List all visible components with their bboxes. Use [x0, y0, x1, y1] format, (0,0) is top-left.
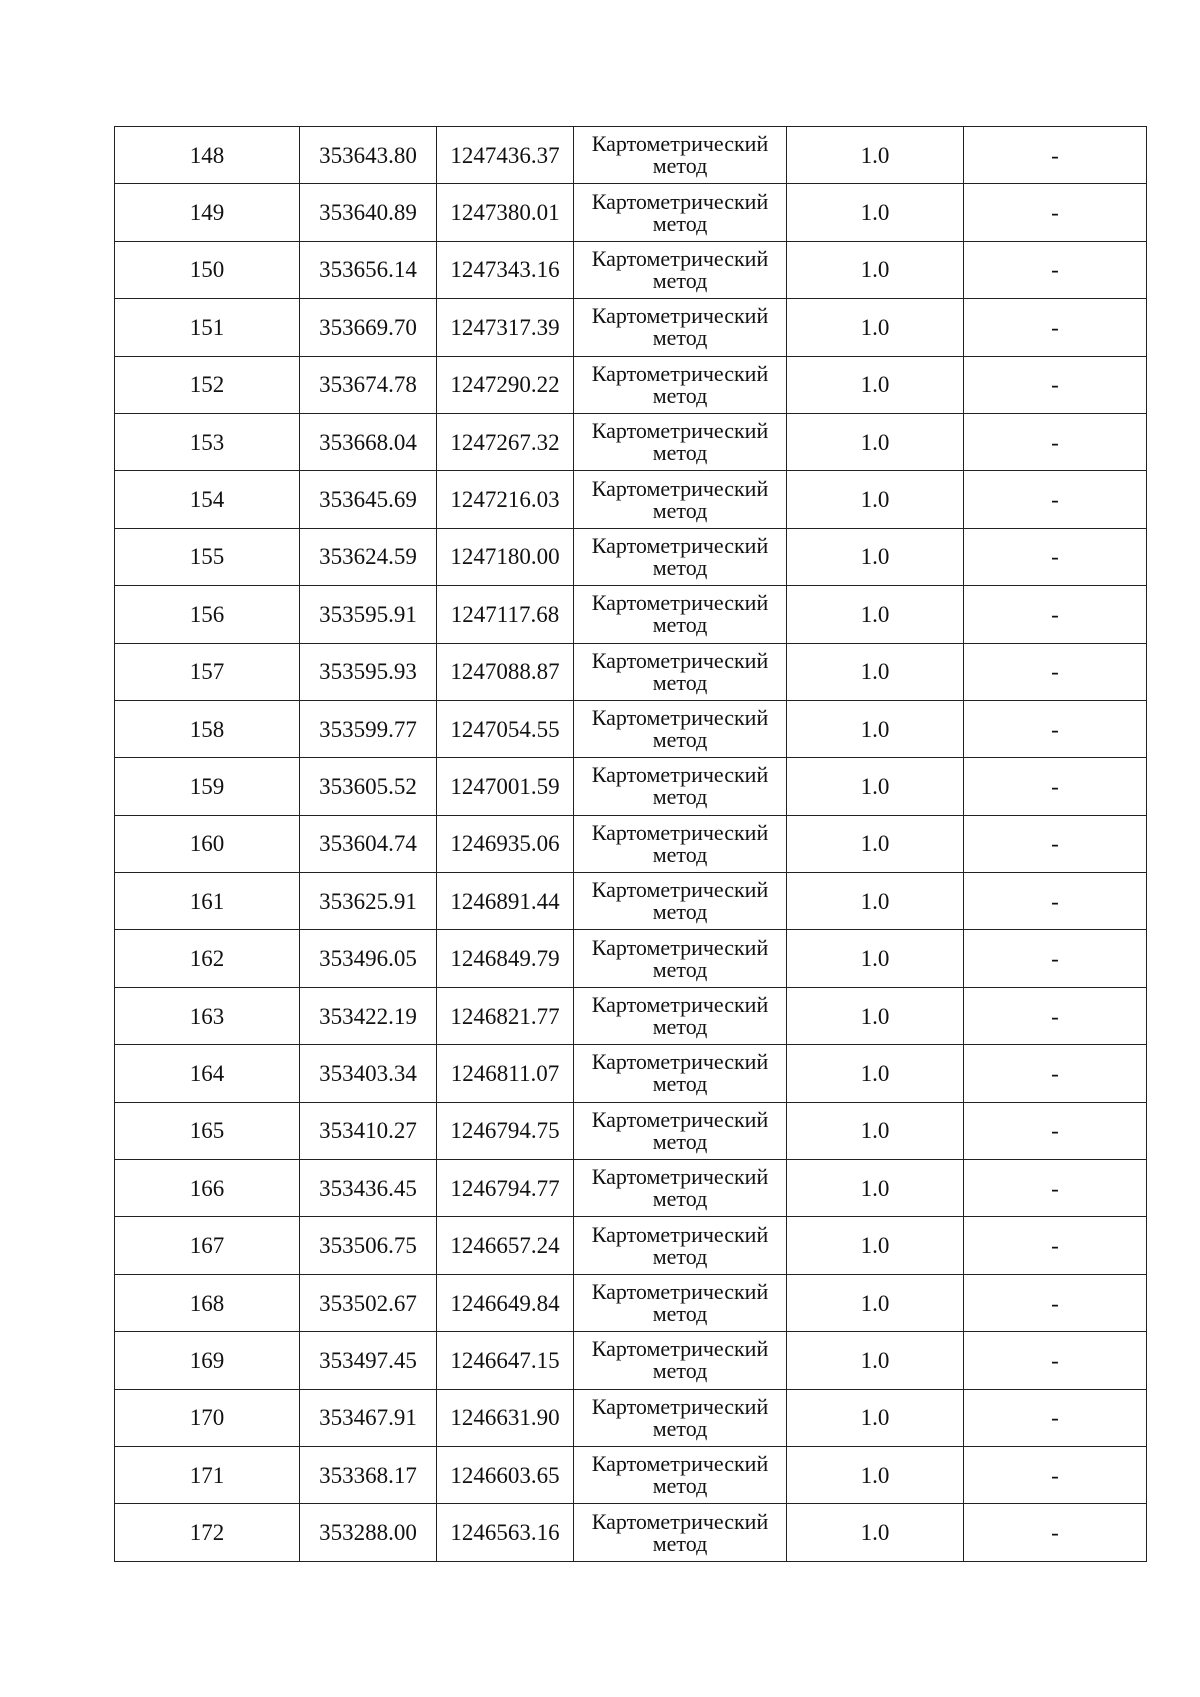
- method-line-1: Картометрический: [591, 360, 769, 386]
- method-cell: [574, 1332, 787, 1389]
- point-number-cell: 159: [115, 758, 300, 815]
- point-number-cell: 172: [115, 1504, 300, 1561]
- method-line-1: Картометрический: [591, 1049, 769, 1075]
- table-row: [115, 1160, 1147, 1217]
- y-coordinate-cell: 1246811.07: [437, 1045, 574, 1102]
- accuracy-cell: 1.0: [787, 873, 964, 930]
- method-line-1: Картометрический: [591, 1221, 769, 1247]
- x-coordinate-cell: 353605.52: [300, 758, 437, 815]
- method-line-1: Картометрический: [591, 1336, 769, 1362]
- method-line-2: метод: [652, 1473, 708, 1499]
- point-number-cell: 153: [115, 413, 300, 470]
- point-number-cell: 161: [115, 873, 300, 930]
- point-number-cell: 152: [115, 356, 300, 413]
- note-cell: -: [964, 930, 1147, 987]
- point-number-cell: 168: [115, 1274, 300, 1331]
- accuracy-cell: 1.0: [787, 413, 964, 470]
- method-line-1: Картометрический: [591, 992, 769, 1018]
- method-line-1: Картометрический: [591, 245, 769, 271]
- x-coordinate-cell: 353599.77: [300, 700, 437, 757]
- point-number-cell: 154: [115, 471, 300, 528]
- x-coordinate-cell: 353368.17: [300, 1446, 437, 1503]
- table-row: [115, 528, 1147, 585]
- y-coordinate-cell: 1247436.37: [437, 127, 574, 184]
- method-cell: [574, 873, 787, 930]
- x-coordinate-cell: 353410.27: [300, 1102, 437, 1159]
- table-row: [115, 1045, 1147, 1102]
- y-coordinate-cell: 1247380.01: [437, 184, 574, 241]
- y-coordinate-cell: 1247088.87: [437, 643, 574, 700]
- method-cell: [574, 815, 787, 872]
- method-line-1: Картометрический: [591, 1393, 769, 1419]
- x-coordinate-cell: 353640.89: [300, 184, 437, 241]
- x-coordinate-cell: 353674.78: [300, 356, 437, 413]
- table-row: [115, 184, 1147, 241]
- note-cell: -: [964, 127, 1147, 184]
- method-line-2: метод: [652, 899, 708, 925]
- method-line-1: Картометрический: [591, 762, 769, 788]
- x-coordinate-cell: 353436.45: [300, 1160, 437, 1217]
- accuracy-cell: 1.0: [787, 1274, 964, 1331]
- point-number-cell: 155: [115, 528, 300, 585]
- method-line-2: метод: [652, 727, 708, 753]
- x-coordinate-cell: 353496.05: [300, 930, 437, 987]
- note-cell: -: [964, 987, 1147, 1044]
- y-coordinate-cell: 1246603.65: [437, 1446, 574, 1503]
- method-line-2: метод: [652, 1186, 708, 1212]
- table-row: [115, 413, 1147, 470]
- table-row: [115, 356, 1147, 413]
- method-line-2: метод: [652, 382, 708, 408]
- note-cell: -: [964, 299, 1147, 356]
- note-cell: -: [964, 758, 1147, 815]
- table-row: [115, 873, 1147, 930]
- table-row: [115, 471, 1147, 528]
- point-number-cell: 167: [115, 1217, 300, 1274]
- accuracy-cell: 1.0: [787, 1160, 964, 1217]
- method-cell: [574, 356, 787, 413]
- point-number-cell: 171: [115, 1446, 300, 1503]
- method-cell: [574, 1274, 787, 1331]
- accuracy-cell: 1.0: [787, 1102, 964, 1159]
- table-row: [115, 643, 1147, 700]
- x-coordinate-cell: 353467.91: [300, 1389, 437, 1446]
- method-cell: [574, 1217, 787, 1274]
- x-coordinate-cell: 353625.91: [300, 873, 437, 930]
- accuracy-cell: 1.0: [787, 1045, 964, 1102]
- method-line-2: метод: [652, 210, 708, 236]
- note-cell: -: [964, 184, 1147, 241]
- accuracy-cell: 1.0: [787, 184, 964, 241]
- table-row: [115, 1217, 1147, 1274]
- y-coordinate-cell: 1246794.77: [437, 1160, 574, 1217]
- point-number-cell: 150: [115, 241, 300, 298]
- method-line-2: метод: [652, 1014, 708, 1040]
- y-coordinate-cell: 1246794.75: [437, 1102, 574, 1159]
- y-coordinate-cell: 1246849.79: [437, 930, 574, 987]
- method-line-2: метод: [652, 841, 708, 867]
- method-line-2: метод: [652, 325, 708, 351]
- x-coordinate-cell: 353497.45: [300, 1332, 437, 1389]
- point-number-cell: 160: [115, 815, 300, 872]
- accuracy-cell: 1.0: [787, 1446, 964, 1503]
- method-cell: [574, 700, 787, 757]
- accuracy-cell: 1.0: [787, 127, 964, 184]
- accuracy-cell: 1.0: [787, 987, 964, 1044]
- method-line-2: метод: [652, 1358, 708, 1384]
- table-row: [115, 987, 1147, 1044]
- point-number-cell: 156: [115, 586, 300, 643]
- x-coordinate-cell: 353288.00: [300, 1504, 437, 1561]
- accuracy-cell: 1.0: [787, 815, 964, 872]
- y-coordinate-cell: 1246891.44: [437, 873, 574, 930]
- accuracy-cell: 1.0: [787, 528, 964, 585]
- table-row: [115, 1102, 1147, 1159]
- accuracy-cell: 1.0: [787, 1217, 964, 1274]
- x-coordinate-cell: 353422.19: [300, 987, 437, 1044]
- y-coordinate-cell: 1246821.77: [437, 987, 574, 1044]
- table-row: [115, 127, 1147, 184]
- method-line-2: метод: [652, 1128, 708, 1154]
- note-cell: -: [964, 471, 1147, 528]
- y-coordinate-cell: 1246563.16: [437, 1504, 574, 1561]
- method-line-2: метод: [652, 1415, 708, 1441]
- method-line-1: Картометрический: [591, 1508, 769, 1534]
- coordinates-table-wrapper: [114, 126, 1146, 1562]
- accuracy-cell: 1.0: [787, 758, 964, 815]
- method-cell: [574, 413, 787, 470]
- note-cell: -: [964, 1389, 1147, 1446]
- accuracy-cell: 1.0: [787, 643, 964, 700]
- method-line-2: метод: [652, 669, 708, 695]
- note-cell: -: [964, 586, 1147, 643]
- note-cell: -: [964, 528, 1147, 585]
- x-coordinate-cell: 353669.70: [300, 299, 437, 356]
- y-coordinate-cell: 1247343.16: [437, 241, 574, 298]
- method-line-2: метод: [652, 784, 708, 810]
- note-cell: -: [964, 241, 1147, 298]
- method-line-2: метод: [652, 267, 708, 293]
- y-coordinate-cell: 1247180.00: [437, 528, 574, 585]
- method-cell: [574, 930, 787, 987]
- y-coordinate-cell: 1247267.32: [437, 413, 574, 470]
- table-row: [115, 241, 1147, 298]
- method-line-2: метод: [652, 1301, 708, 1326]
- table-row: [115, 299, 1147, 356]
- y-coordinate-cell: 1246935.06: [437, 815, 574, 872]
- point-number-cell: 149: [115, 184, 300, 241]
- table-row: [115, 1389, 1147, 1446]
- method-line-2: метод: [652, 956, 708, 982]
- table-row: [115, 1504, 1147, 1561]
- accuracy-cell: 1.0: [787, 1332, 964, 1389]
- note-cell: -: [964, 1045, 1147, 1102]
- table-body: [115, 127, 1147, 1562]
- y-coordinate-cell: 1247317.39: [437, 299, 574, 356]
- method-cell: [574, 184, 787, 241]
- method-cell: [574, 1446, 787, 1503]
- method-line-2: метод: [652, 1530, 708, 1556]
- method-cell: [574, 241, 787, 298]
- point-number-cell: 162: [115, 930, 300, 987]
- y-coordinate-cell: 1247216.03: [437, 471, 574, 528]
- accuracy-cell: 1.0: [787, 471, 964, 528]
- point-number-cell: 163: [115, 987, 300, 1044]
- method-line-1: Картометрический: [591, 647, 769, 673]
- note-cell: -: [964, 1217, 1147, 1274]
- note-cell: -: [964, 356, 1147, 413]
- note-cell: -: [964, 815, 1147, 872]
- table-row: [115, 700, 1147, 757]
- x-coordinate-cell: 353403.34: [300, 1045, 437, 1102]
- x-coordinate-cell: 353624.59: [300, 528, 437, 585]
- point-number-cell: 166: [115, 1160, 300, 1217]
- method-line-2: метод: [652, 1243, 708, 1269]
- method-cell: [574, 987, 787, 1044]
- method-line-1: Картометрический: [591, 590, 769, 616]
- table-row: [115, 815, 1147, 872]
- method-line-1: Картометрический: [591, 1106, 769, 1132]
- method-cell: [574, 1045, 787, 1102]
- x-coordinate-cell: 353645.69: [300, 471, 437, 528]
- accuracy-cell: 1.0: [787, 1504, 964, 1561]
- note-cell: -: [964, 1332, 1147, 1389]
- point-number-cell: 165: [115, 1102, 300, 1159]
- table-row: [115, 1446, 1147, 1503]
- method-cell: [574, 528, 787, 585]
- method-line-1: Картометрический: [591, 303, 769, 329]
- method-line-2: метод: [652, 612, 708, 638]
- y-coordinate-cell: 1246657.24: [437, 1217, 574, 1274]
- x-coordinate-cell: 353643.80: [300, 127, 437, 184]
- x-coordinate-cell: 353502.67: [300, 1274, 437, 1331]
- note-cell: -: [964, 873, 1147, 930]
- method-line-1: Картометрический: [591, 188, 769, 214]
- point-number-cell: 148: [115, 127, 300, 184]
- method-line-2: метод: [652, 1071, 708, 1097]
- table-row: [115, 758, 1147, 815]
- method-cell: [574, 471, 787, 528]
- method-cell: [574, 1102, 787, 1159]
- accuracy-cell: 1.0: [787, 356, 964, 413]
- coordinates-table: [114, 126, 1147, 1562]
- method-line-1: Картометрический: [591, 1164, 769, 1190]
- x-coordinate-cell: 353604.74: [300, 815, 437, 872]
- method-line-1: Картометрический: [591, 705, 769, 731]
- x-coordinate-cell: 353656.14: [300, 241, 437, 298]
- accuracy-cell: 1.0: [787, 930, 964, 987]
- note-cell: -: [964, 1274, 1147, 1331]
- method-cell: [574, 1389, 787, 1446]
- note-cell: -: [964, 643, 1147, 700]
- method-cell: [574, 758, 787, 815]
- y-coordinate-cell: 1247001.59: [437, 758, 574, 815]
- point-number-cell: 158: [115, 700, 300, 757]
- point-number-cell: 151: [115, 299, 300, 356]
- x-coordinate-cell: 353668.04: [300, 413, 437, 470]
- y-coordinate-cell: 1246649.84: [437, 1274, 574, 1331]
- y-coordinate-cell: 1246647.15: [437, 1332, 574, 1389]
- note-cell: -: [964, 1504, 1147, 1561]
- table-row: [115, 930, 1147, 987]
- method-line-1: Картометрический: [591, 418, 769, 444]
- method-cell: [574, 586, 787, 643]
- point-number-cell: 164: [115, 1045, 300, 1102]
- method-line-1: Картометрический: [591, 934, 769, 960]
- method-line-1: Картометрический: [591, 532, 769, 558]
- method-line-1: Картометрический: [591, 475, 769, 501]
- note-cell: -: [964, 1160, 1147, 1217]
- accuracy-cell: 1.0: [787, 586, 964, 643]
- y-coordinate-cell: 1246631.90: [437, 1389, 574, 1446]
- x-coordinate-cell: 353595.93: [300, 643, 437, 700]
- method-line-1: Картометрический: [591, 1279, 769, 1304]
- method-line-1: Картометрический: [591, 1451, 769, 1477]
- method-cell: [574, 1160, 787, 1217]
- point-number-cell: 170: [115, 1389, 300, 1446]
- method-line-2: метод: [652, 440, 708, 466]
- table-row: [115, 1332, 1147, 1389]
- y-coordinate-cell: 1247290.22: [437, 356, 574, 413]
- x-coordinate-cell: 353595.91: [300, 586, 437, 643]
- note-cell: -: [964, 1102, 1147, 1159]
- method-cell: [574, 1504, 787, 1561]
- method-line-1: Картометрический: [591, 819, 769, 845]
- method-line-2: метод: [652, 497, 708, 523]
- method-cell: [574, 643, 787, 700]
- method-line-2: метод: [652, 554, 708, 580]
- method-cell: [574, 299, 787, 356]
- note-cell: -: [964, 700, 1147, 757]
- accuracy-cell: 1.0: [787, 241, 964, 298]
- y-coordinate-cell: 1247117.68: [437, 586, 574, 643]
- accuracy-cell: 1.0: [787, 299, 964, 356]
- note-cell: -: [964, 413, 1147, 470]
- x-coordinate-cell: 353506.75: [300, 1217, 437, 1274]
- method-line-1: Картометрический: [591, 877, 769, 903]
- table-row: [115, 586, 1147, 643]
- accuracy-cell: 1.0: [787, 1389, 964, 1446]
- method-line-2: метод: [652, 153, 708, 179]
- accuracy-cell: 1.0: [787, 700, 964, 757]
- note-cell: -: [964, 1446, 1147, 1503]
- y-coordinate-cell: 1247054.55: [437, 700, 574, 757]
- method-line-1: Картометрический: [591, 131, 769, 157]
- point-number-cell: 157: [115, 643, 300, 700]
- method-cell: [574, 127, 787, 184]
- table-row: [115, 1274, 1147, 1331]
- point-number-cell: 169: [115, 1332, 300, 1389]
